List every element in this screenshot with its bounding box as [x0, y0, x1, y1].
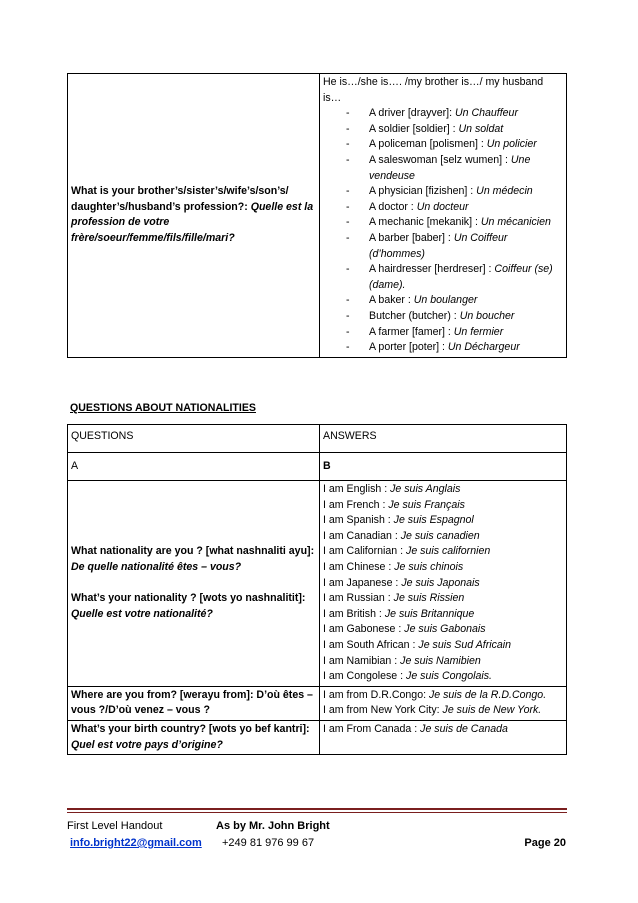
nationality-answer: [323, 622, 563, 638]
profession-item-en: A baker :: [369, 294, 414, 307]
nationality-answer-fr: Je suis Anglais: [390, 483, 461, 495]
nationality-answer: [323, 529, 563, 545]
nationality-answer-en: I am South African :: [323, 638, 419, 651]
profession-item: [323, 340, 563, 356]
nationality-answer: [323, 560, 563, 576]
nationality-answer-fr: Je suis canadien: [400, 529, 480, 542]
origin-question-cell: Where are you from? [werayu from]: D’où êtes – vous ?/D’où venez – vous ?: [68, 686, 320, 720]
profession-item-fr: Un soldat: [458, 122, 504, 135]
profession-row: [68, 74, 567, 358]
nationality-answer-en: I am French :: [323, 498, 389, 511]
profession-item-fr: Un boulanger: [413, 294, 478, 307]
profession-list: [323, 106, 563, 356]
nationality-answer-en: I am Canadian :: [323, 529, 401, 542]
origin-row: [68, 686, 567, 720]
footer-author: As by Mr. John Bright: [216, 820, 330, 832]
profession-item-en: A porter [poter] :: [369, 341, 448, 354]
footer-rule-thin: [67, 812, 567, 813]
footer-handout: First Level Handout: [67, 820, 163, 832]
q1-en: What nationality are you ? [what nashnaliti ayu]:: [71, 545, 315, 558]
nationality-answer: [323, 544, 563, 560]
birth-country-answer-cell: [320, 720, 567, 754]
nationality-answer-en: I am Chinese :: [323, 560, 395, 573]
profession-item-fr: Un docteur: [416, 200, 469, 213]
nationality-answer-fr: Je suis chinois: [394, 560, 464, 573]
profession-item: [323, 309, 563, 325]
profession-item-en: A doctor :: [369, 200, 417, 213]
nationality-answer-cell: [320, 481, 567, 687]
answer4-fr: Je suis de Canada: [420, 722, 508, 735]
nationality-answer-en: I am Japanese :: [323, 576, 402, 589]
nationality-answer: [323, 576, 563, 592]
nationality-answer-fr: Je suis Namibien: [400, 654, 481, 667]
nationality-answer-fr: Je suis Espagnol: [393, 514, 474, 527]
profession-item: [323, 262, 563, 293]
profession-item-en: A soldier [soldier] :: [369, 122, 459, 135]
nationality-answer-fr: Je suis Rissien: [393, 592, 465, 605]
profession-item-fr: Une vendeuse: [369, 153, 531, 182]
profession-item: [323, 184, 563, 200]
profession-item: [323, 122, 563, 138]
nationality-answer-fr: Je suis californien: [406, 545, 491, 558]
nationalities-table: [67, 424, 567, 755]
nationality-question-1: [71, 544, 316, 575]
nationality-answers: [323, 482, 563, 685]
profession-item: [323, 137, 563, 153]
profession-question-cell: [68, 74, 320, 358]
nationality-row: [68, 481, 567, 687]
nationality-answer-en: I am British :: [323, 607, 385, 620]
profession-item-fr: Un mécanicien: [480, 216, 551, 229]
profession-item-en: A saleswoman [selz wumen] :: [369, 153, 511, 166]
profession-item-fr: Un Chauffeur: [454, 107, 518, 120]
q4-en: What’s your birth country? [wots yo bef kantri]:: [71, 722, 310, 735]
profession-item-en: A farmer [famer] :: [369, 325, 454, 338]
footer-phone: +249 81 976 99 67: [222, 837, 315, 849]
nationality-answer-fr: Je suis Gabonais: [404, 623, 486, 636]
nationality-answer-en: I am English :: [323, 483, 391, 495]
nationality-answer-en: I am Congolese :: [323, 670, 407, 683]
profession-item: [323, 200, 563, 216]
profession-table: [67, 73, 567, 358]
col-questions: QUESTIONS: [68, 425, 320, 453]
header-row: [68, 425, 567, 453]
profession-question-fr: Quelle est la profession de votre frère/soeur/femme/fils/fille/mari?: [71, 200, 314, 244]
q4-fr: Quel est votre pays d’origine?: [71, 738, 223, 751]
profession-item-en: Butcher (butcher) :: [369, 309, 460, 322]
profession-item-en: A driver [drayver]:: [369, 107, 455, 120]
origin-answer-cell: [320, 686, 567, 720]
profession-item-fr: Un boucher: [459, 309, 515, 322]
nationalities-heading: QUESTIONS ABOUT NATIONALITIES: [70, 402, 256, 414]
q1-fr: De quelle nationalité êtes – vous?: [71, 560, 242, 573]
birth-country-question-cell: [68, 720, 320, 754]
origin-answer-en: I am from New York City:: [323, 704, 443, 717]
nationality-answer: [323, 669, 563, 685]
birth-country-row: [68, 720, 567, 754]
col-a: A: [68, 453, 320, 481]
profession-item: [323, 231, 563, 262]
nationality-answer: [323, 607, 563, 623]
nationality-answer-en: I am Californian :: [323, 545, 407, 558]
profession-item: [323, 215, 563, 231]
profession-question-en: What is your brother’s/sister’s/wife’s/son’s/ daughter’s/husband’s profession?:: [71, 185, 289, 213]
nationality-answer-fr: Je suis Français: [388, 498, 465, 511]
nationality-answer: [323, 482, 563, 498]
label-row: [68, 453, 567, 481]
profession-item-fr: Un Déchargeur: [447, 341, 520, 354]
nationality-answer: [323, 654, 563, 670]
origin-answer: [323, 703, 563, 719]
footer-email-link[interactable]: info.bright22@gmail.com: [70, 837, 202, 849]
col-answers: ANSWERS: [320, 425, 567, 453]
nationality-question-cell: [68, 481, 320, 687]
profession-intro: He is…/she is…. /my brother is…/ my husband is…: [323, 76, 544, 104]
profession-item-fr: Un Coiffeur (d’hommes): [369, 231, 508, 260]
origin-answer-fr: Je suis de New York.: [442, 704, 542, 717]
nationality-answer: [323, 513, 563, 529]
origin-answer: [323, 688, 563, 704]
q2-fr: Quelle est votre nationalité?: [71, 607, 213, 620]
profession-item: [323, 153, 563, 184]
profession-item-en: A mechanic [mekanik] :: [369, 216, 481, 229]
footer-page-number: Page 20: [524, 837, 566, 849]
nationality-answer-en: I am Russian :: [323, 592, 394, 605]
footer-rule-thick: [67, 808, 567, 810]
profession-answer-cell: [320, 74, 567, 358]
profession-item-fr: Un médecin: [476, 185, 533, 198]
nationality-answer-fr: Je suis Congolais.: [406, 670, 493, 683]
nationality-answer: [323, 591, 563, 607]
nationality-question-2: [71, 591, 316, 622]
nationality-answer-en: I am Namibian :: [323, 654, 401, 667]
profession-item: [323, 293, 563, 309]
origin-answer-fr: Je suis de la R.D.Congo.: [428, 688, 547, 701]
nationality-answer-en: I am Gabonese :: [323, 623, 405, 636]
profession-item-en: A barber [baber] :: [369, 231, 454, 244]
q2-en: What’s your nationality ? [wots yo nashnalitit]:: [71, 592, 306, 605]
profession-item-fr: Coiffeur (se) (dame).: [369, 263, 553, 291]
profession-item-en: A physician [fizishen] :: [369, 185, 477, 198]
profession-item-en: A hairdresser [herdreser] :: [369, 263, 495, 276]
profession-item: [323, 106, 563, 122]
nationality-answer-en: I am Spanish :: [323, 514, 394, 527]
answer4-en: I am From Canada :: [323, 722, 421, 735]
nationality-answer-fr: Je suis Japonais: [401, 576, 480, 589]
col-b: B: [320, 453, 567, 481]
origin-answers: [323, 688, 563, 719]
profession-item-en: A policeman [polismen] :: [369, 138, 487, 151]
profession-item-fr: Un fermier: [453, 325, 504, 338]
nationality-answer-fr: Je suis Britannique: [384, 607, 475, 620]
nationality-answer-fr: Je suis Sud Africain: [418, 638, 512, 651]
nationality-answer: [323, 638, 563, 654]
origin-answer-en: I am from D.R.Congo:: [323, 688, 429, 701]
nationality-answer: [323, 498, 563, 514]
profession-item-fr: Un policier: [486, 138, 537, 151]
profession-item: [323, 325, 563, 341]
